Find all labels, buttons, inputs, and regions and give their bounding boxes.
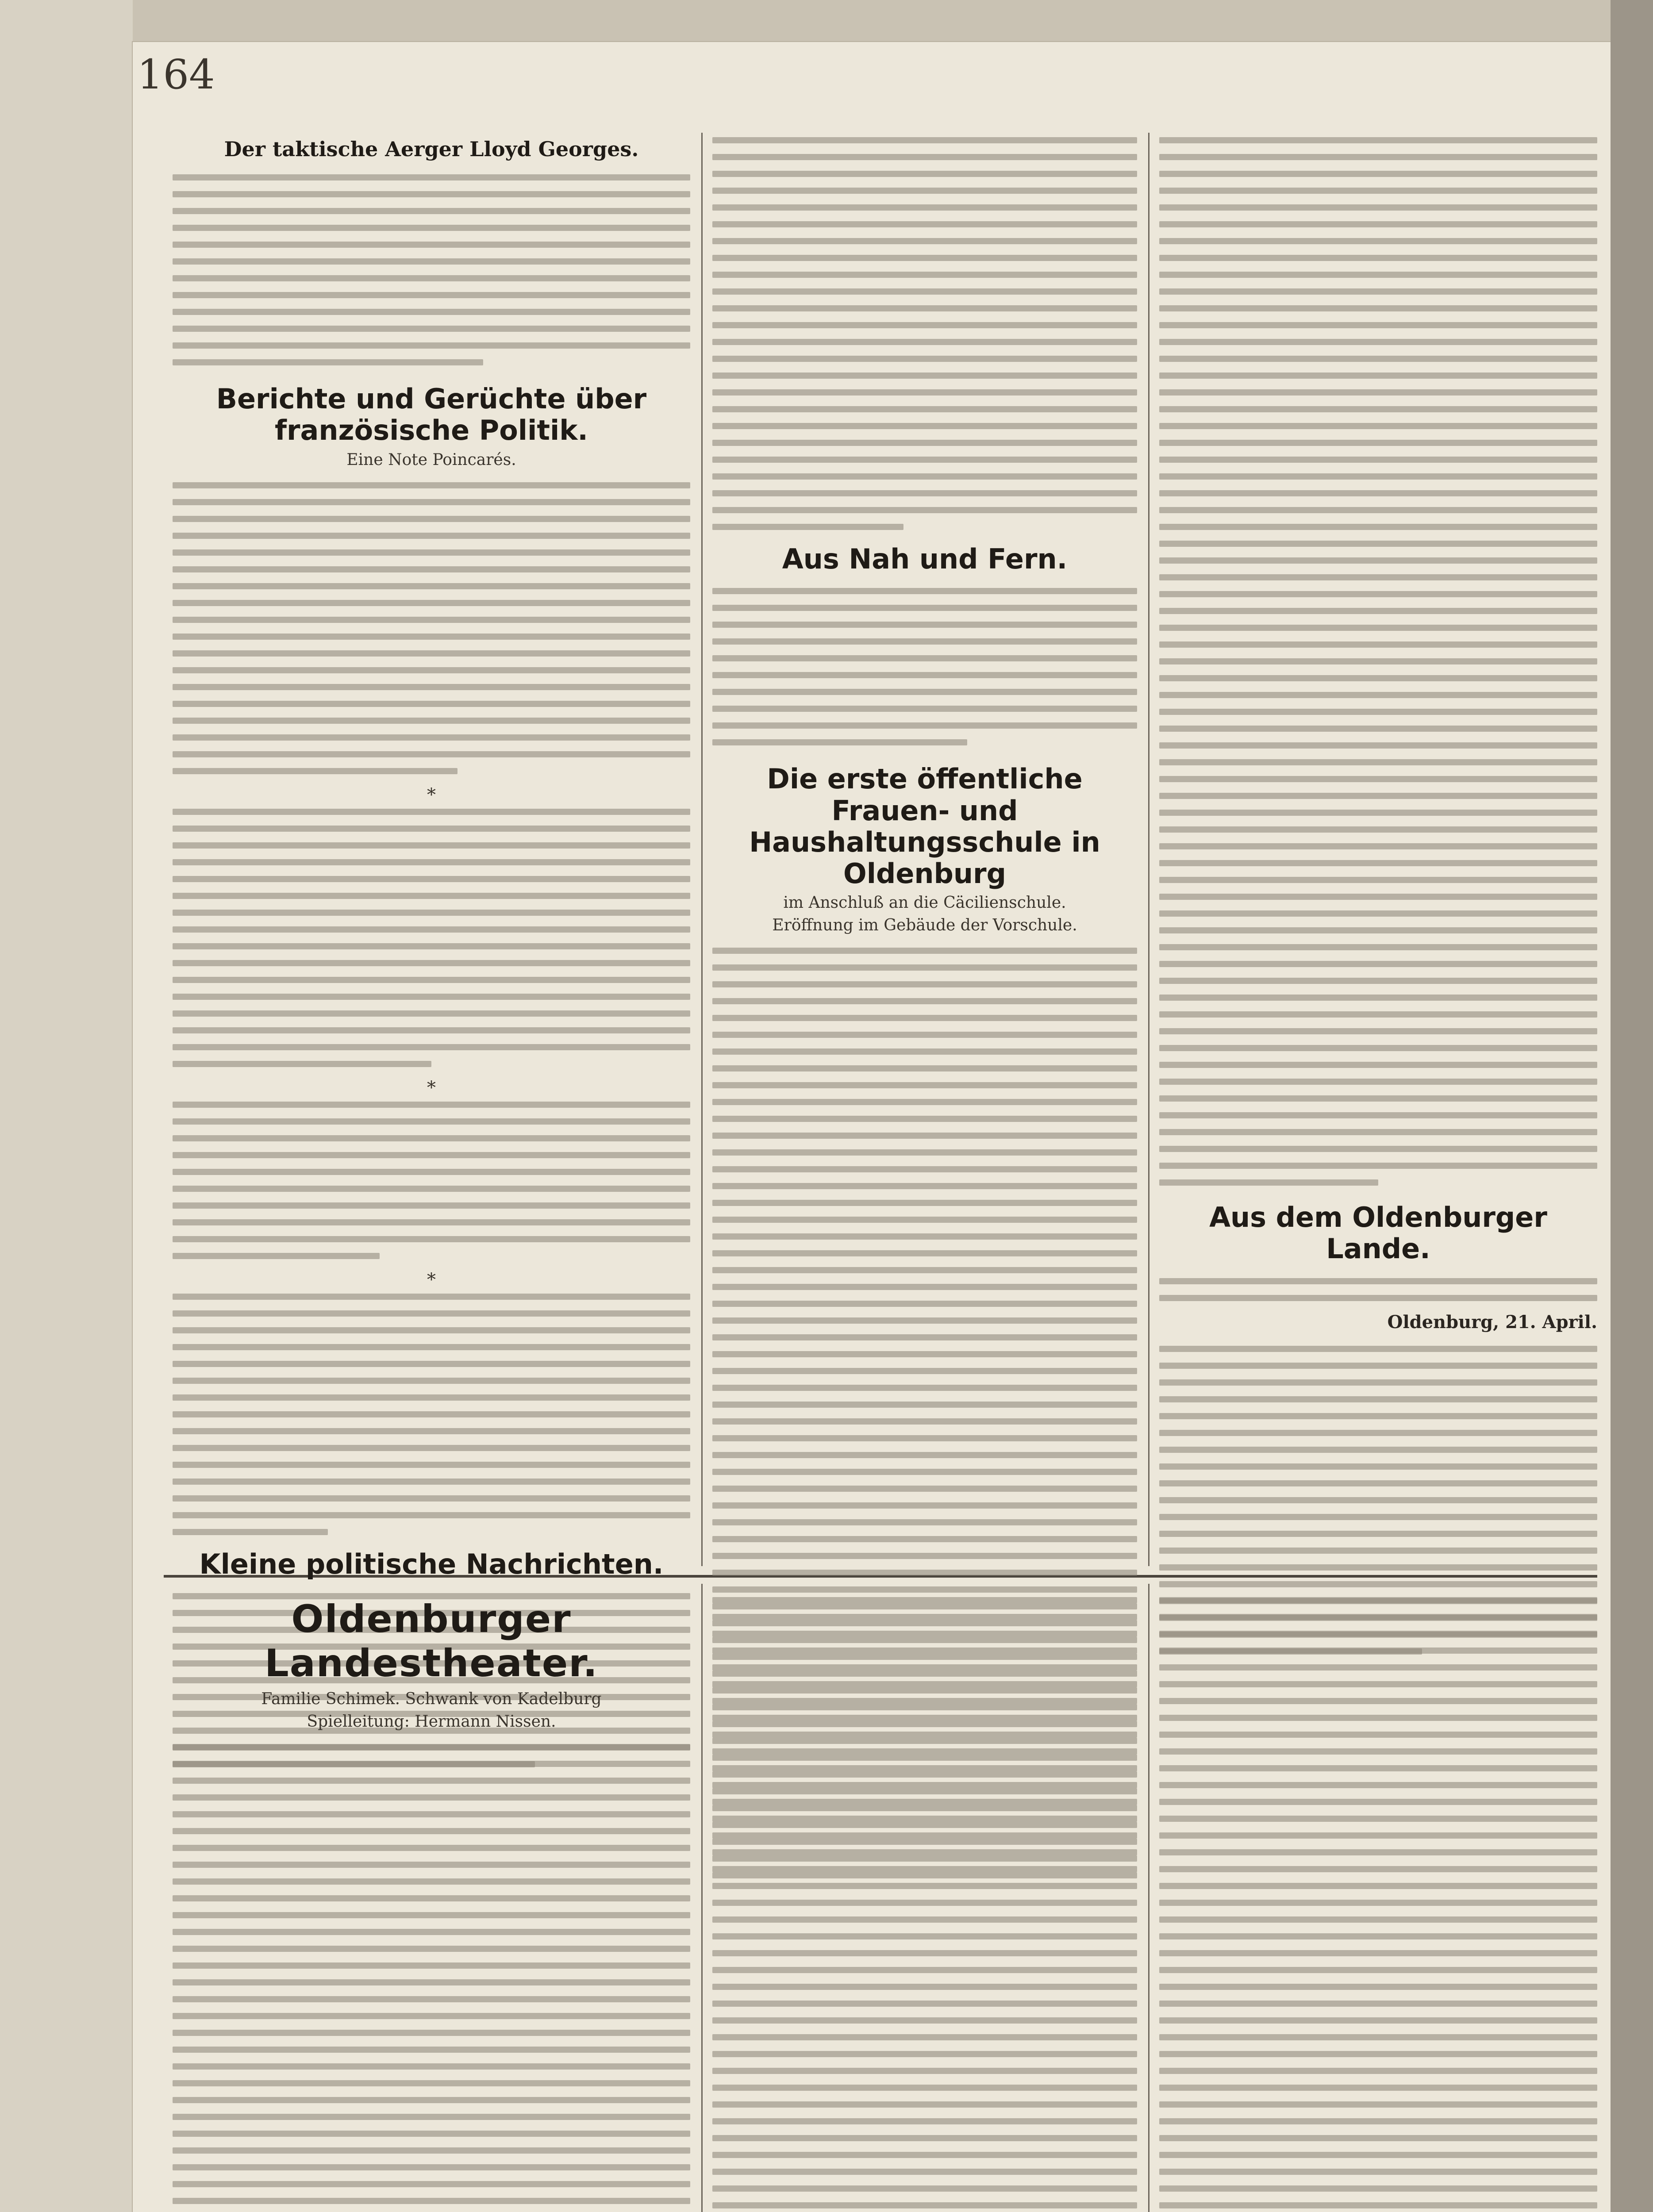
article-heading: Aus Nah und Fern. — [782, 543, 1068, 575]
column-top-right — [1159, 137, 1597, 1665]
dateline: Oldenburg, 21. April. — [1387, 1311, 1597, 1333]
article-body — [173, 482, 690, 1535]
article-body — [1159, 1278, 1597, 1301]
column-rule — [701, 133, 703, 1566]
article-body — [1159, 137, 1597, 1186]
article-subheading: im Anschluß an die Cäcilienschule. — [783, 894, 1066, 912]
page-number: 164 — [137, 51, 215, 98]
scan-margin-left — [0, 0, 133, 2212]
column-top-left — [173, 137, 690, 1778]
article-heading: Aus dem Oldenburger Lande. — [1209, 1201, 1547, 1265]
column-rule — [701, 1584, 703, 2212]
separator-star: * — [427, 784, 436, 805]
column-rule — [1148, 1584, 1149, 2212]
article-body — [1159, 1597, 1597, 2212]
column-rule — [1148, 133, 1149, 1566]
article-body — [173, 174, 690, 365]
scan-margin-right — [1611, 0, 1653, 2212]
article-body — [712, 1597, 1137, 2212]
separator-star: * — [427, 1077, 436, 1098]
article-heading: Oldenburger Landestheater. — [264, 1597, 599, 1686]
article-subheading: Eine Note Poincarés. — [346, 450, 516, 469]
article-body — [712, 137, 1137, 530]
article-subheading: Familie Schimek. Schwank von Kadelburg — [261, 1690, 602, 1708]
article-heading: Der taktische Aerger Lloyd Georges. — [224, 137, 639, 161]
column-bottom-left — [173, 1597, 690, 2212]
article-subheading: Spielleitung: Hermann Nissen. — [307, 1713, 556, 1731]
article-heading: Die erste öffentliche Frauen- und Haushaltungsschule in Oldenburg — [749, 763, 1100, 890]
article-body — [712, 588, 1137, 745]
column-bottom-right — [1159, 1597, 1597, 2212]
article-body — [173, 1744, 690, 2212]
column-bottom-middle — [712, 1597, 1137, 2212]
article-heading: Berichte und Gerüchte über französische Politik. — [216, 383, 647, 447]
separator-star: * — [427, 1269, 436, 1290]
article-subheading: Eröffnung im Gebäude der Vorschule. — [772, 916, 1077, 935]
article-heading: Kleine politische Nachrichten. — [199, 1548, 664, 1580]
